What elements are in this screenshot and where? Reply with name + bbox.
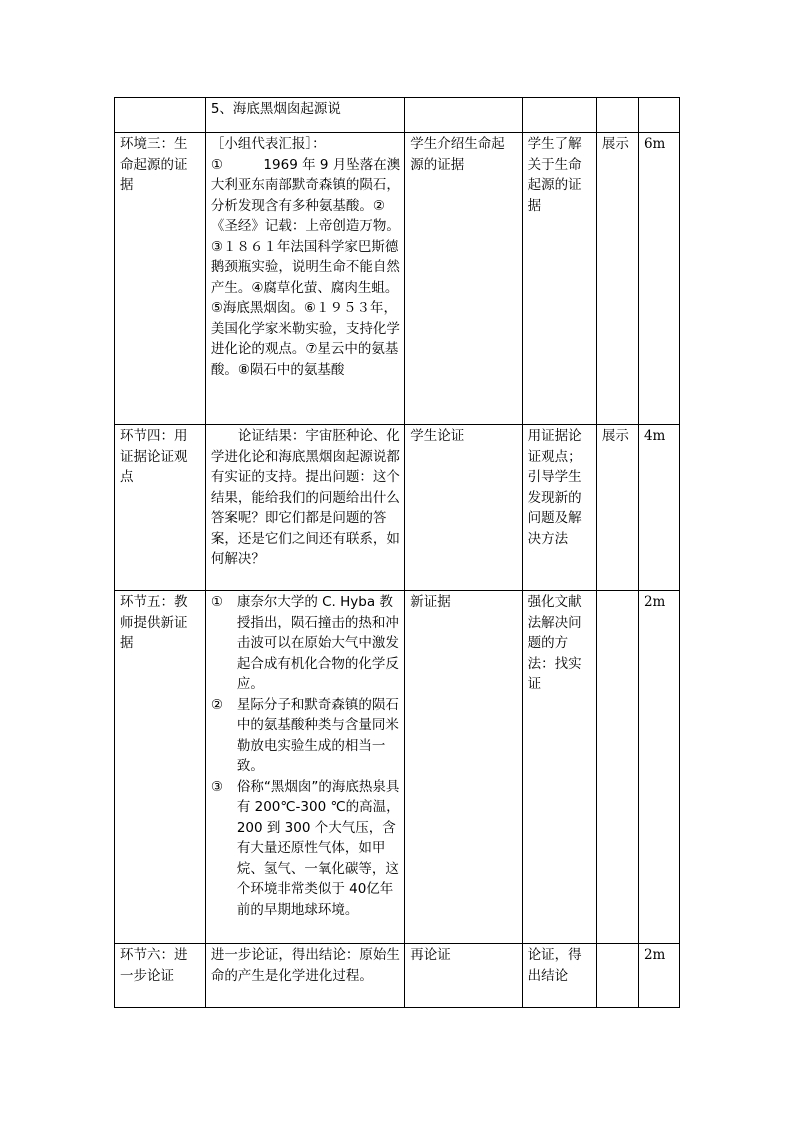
- evidence-item: [211, 695, 400, 777]
- time-cell: 6m: [638, 133, 679, 425]
- student-activity-cell: 再论证: [405, 944, 522, 1008]
- item-text: 俗称“黑烟囱”的海底热泉具有 200℃-300 ℃的高温，200 到 300 个大气压，含有大量还原性气体，如甲烷、氢气、一氧化碳等，这个环境非常类似于 40亿年前的早期地球环境。: [236, 778, 400, 918]
- table-row: [115, 944, 680, 1008]
- design-intent-cell: 强化文献法解决问题的方法：找实证: [522, 591, 596, 944]
- item-text: 星际分子和默奇森镇的陨石中的氨基酸种类与含量同米勒放电实验生成的相当一致。: [236, 696, 399, 774]
- content-cell: 5、海底黑烟囱起源说: [205, 98, 404, 133]
- design-intent-cell: 论证，得出结论: [522, 944, 596, 1008]
- item-marker: ②: [210, 696, 223, 713]
- table-row: [115, 425, 680, 591]
- time-cell: 2m: [638, 944, 679, 1008]
- content-cell: [205, 591, 404, 944]
- media-cell: 展示: [596, 133, 638, 425]
- student-activity-cell: 学生介绍生命起源的证据: [405, 133, 522, 425]
- table-row: [115, 133, 680, 425]
- stage-cell: 环节四：用证据论证观点: [115, 425, 206, 591]
- content-cell: 进一步论证，得出结论：原始生命的产生是化学进化过程。: [205, 944, 404, 1008]
- table-row: [115, 591, 680, 944]
- report-heading: ［小组代表汇报］：: [210, 136, 326, 152]
- student-activity-cell: [405, 98, 522, 133]
- evidence-item: [211, 592, 400, 695]
- item-text: 康奈尔大学的 C. Hyba 教授指出，陨石撞击的热和冲击波可以在原始大气中激发起合成有机化合物的化学反应。: [236, 594, 399, 692]
- design-intent-cell: 学生了解关于生命起源的证据: [522, 133, 596, 425]
- design-intent-cell: [522, 98, 596, 133]
- stage-cell: 环节六：进一步论证: [115, 944, 206, 1008]
- item-marker: ①: [210, 594, 223, 610]
- item-marker: ③: [210, 778, 223, 795]
- stage-cell: 环境三：生命起源的证据: [115, 133, 206, 425]
- time-cell: 2m: [638, 591, 679, 944]
- stage-cell: [115, 98, 206, 133]
- media-cell: [596, 98, 638, 133]
- evidence-list-text: ① 1969 年 9 月坠落在澳大利亚东南部默奇森镇的陨石，分析发现含有多种氨基酸。②《圣经》记载：上帝创造万物。③１８６１年法国科学家巴斯德鹅颈瓶实验，说明生命不能自然产生。④腐草化萤、腐肉生蛆。⑤海底黑烟囱。⑥１９５３年，美国化学家米勒实验，支持化学进化论的观点。⑦星云中的氨基酸。⑧陨石中的氨基酸: [210, 156, 401, 378]
- stage-cell: 环节五：教师提供新证据: [115, 591, 206, 944]
- lesson-plan-table: [114, 97, 680, 1008]
- student-activity-cell: 新证据: [405, 591, 522, 944]
- media-cell: 展示: [596, 425, 638, 591]
- student-activity-cell: 学生论证: [405, 425, 522, 591]
- media-cell: [596, 591, 638, 944]
- time-cell: [638, 98, 679, 133]
- table-row: [115, 98, 680, 133]
- media-cell: [596, 944, 638, 1008]
- content-cell: [205, 133, 404, 425]
- evidence-item: [211, 777, 400, 921]
- content-cell: 论证结果：宇宙胚种论、化学进化论和海底黑烟囱起源说都有实证的支持。提出问题：这个结果，能给我们的问题给出什么答案呢？即它们都是问题的答案，还是它们之间还有联系，如何解决？: [205, 425, 404, 591]
- design-intent-cell: 用证据论证观点；引导学生发现新的问题及解决方法: [522, 425, 596, 591]
- time-cell: 4m: [638, 425, 679, 591]
